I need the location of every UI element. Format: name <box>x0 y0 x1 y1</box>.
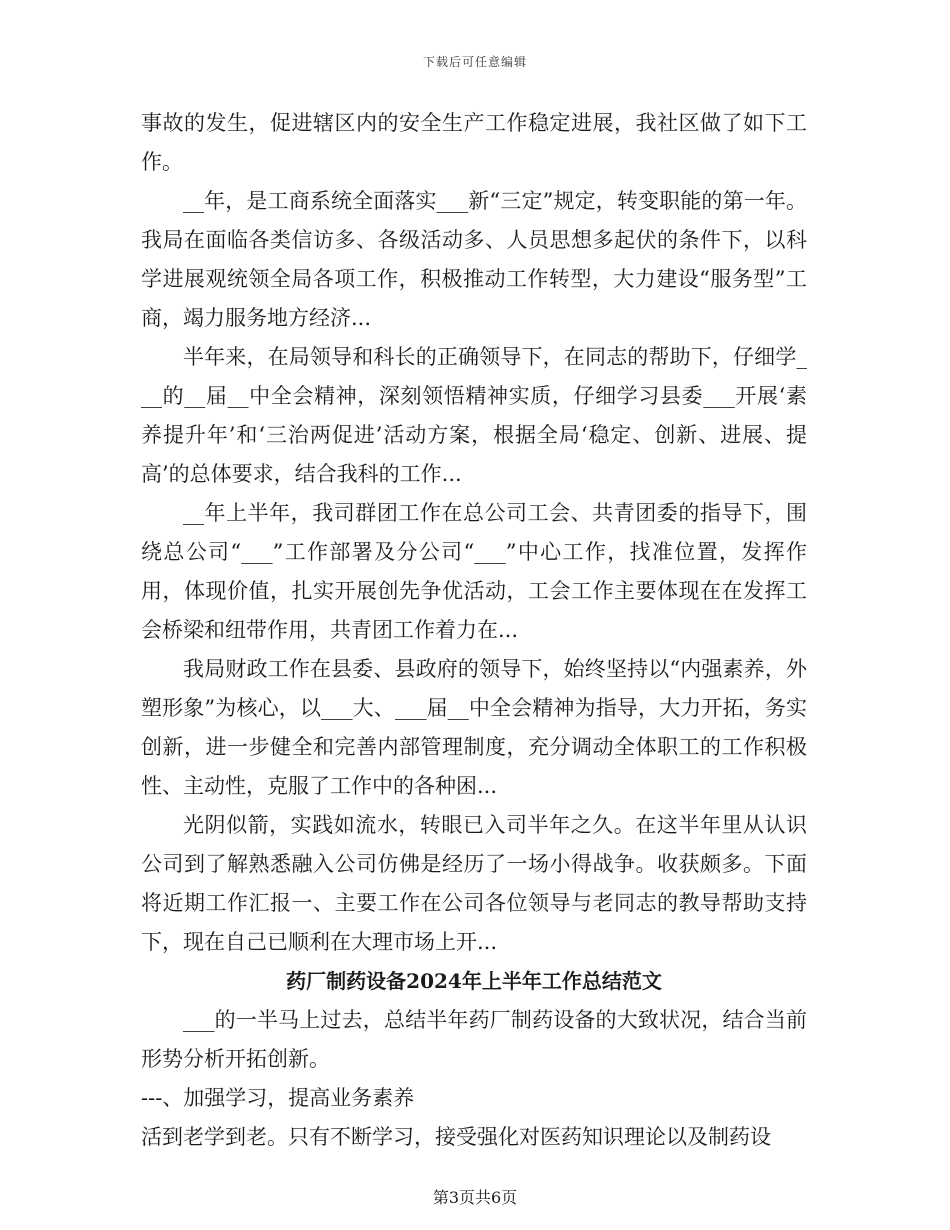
paragraph-8: 活到老学到老。只有不断学习，接受强化对医药知识理论以及制药设 <box>141 1125 771 1149</box>
document-body <box>141 104 807 1157</box>
paragraph-heading: ---、加强学习，提高业务素养 <box>141 1086 415 1110</box>
paragraph-6: 光阴似箭，实践如流水，转眼已入司半年之久。在这半年里从认识公司到了解熟悉融入公司仿佛是经历了一场小得战争。收获颇多。下面将近期工作汇报一、主要工作在公司各位领导与老同志的教导帮助支持下，现在自己已顺利在大理市场上开... <box>141 813 807 954</box>
paragraph-4: __年上半年，我司群团工作在总公司工会、共青团委的指导下，围绕总公司“___”工作部署及分公司“___”中心工作，找准位置，发挥作用，体现价值，扎实开展创先争优活动，工会工作主要体现在在发挥工会桥梁和纽带作用，共青团工作着力在... <box>141 501 807 642</box>
page-number: 第3页共6页 <box>432 1188 518 1207</box>
section-title: 药厂制药设备2024年上半年工作总结范文 <box>286 969 662 993</box>
page-header-note: 下载后可任意编辑 <box>422 55 527 69</box>
paragraph-3: 半年来，在局领导和科长的正确领导下，在同志的帮助下，仔细学___的__届__中全会精神，深刻领悟精神实质，仔细学习县委___开展‘素养提升年’和‘三治两促进’活动方案，根据全局‘稳定、创新、进展、提高’的总体要求，结合我科的工作... <box>141 345 807 486</box>
paragraph-5: 我局财政工作在县委、县政府的领导下，始终坚持以“内强素养，外塑形象”为核心，以___大、___届__中全会精神为指导，大力开拓，务实创新，进一步健全和完善内部管理制度，充分调动全体职工的工作积极性、主动性，克服了工作中的各种困... <box>141 657 807 798</box>
paragraph-1: 事故的发生，促进辖区内的安全生产工作稳定进展，我社区做了如下工作。 <box>141 111 807 174</box>
paragraph-7: ___的一半马上过去，总结半年药厂制药设备的大致状况，结合当前形势分析开拓创新。 <box>141 1008 807 1071</box>
paragraph-2: __年，是工商系统全面落实___新“三定”规定，转变职能的第一年。我局在面临各类信访多、各级活动多、人员思想多起伏的条件下，以科学进展观统领全局各项工作，积极推动工作转型，大力建设“服务型”工商，竭力服务地方经济... <box>141 189 807 330</box>
